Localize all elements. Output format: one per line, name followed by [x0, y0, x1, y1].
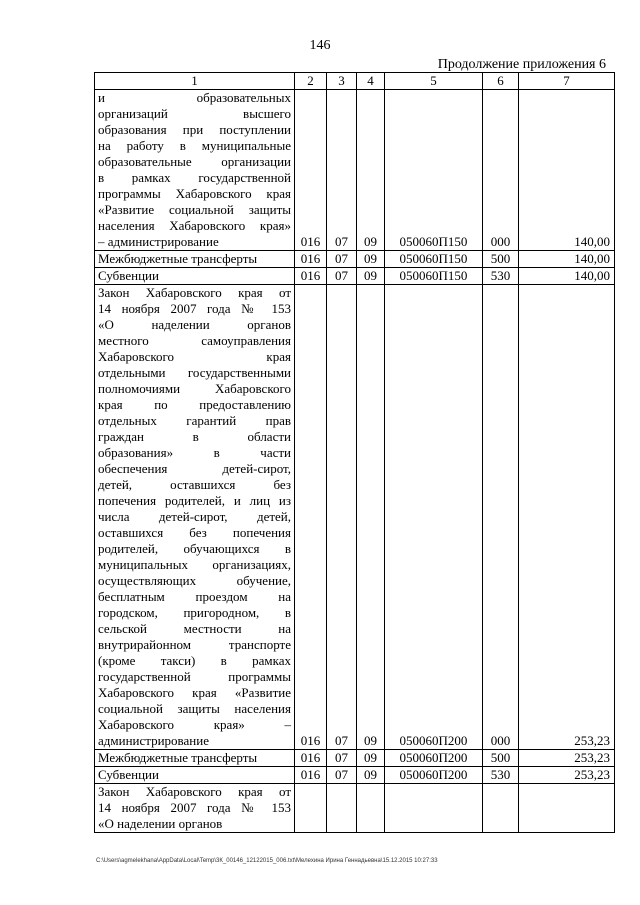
row-description [95, 784, 295, 833]
expense-type-code: 530 [483, 268, 519, 285]
target-article-code: 050060П150 [385, 90, 483, 251]
description-line: края по предоставлению [98, 397, 291, 412]
section-code [327, 784, 357, 833]
table-row [95, 285, 615, 750]
expense-type-code: 500 [483, 750, 519, 767]
description-line: государственной программы [98, 669, 291, 684]
description-line: граждан в области [98, 429, 291, 444]
description-line: внутрирайонном транспорте [98, 637, 291, 652]
subsection-code: 09 [357, 251, 385, 268]
table-row [95, 784, 615, 833]
expense-type-code: 000 [483, 90, 519, 251]
ministry-code: 016 [295, 251, 327, 268]
section-code: 07 [327, 251, 357, 268]
amount: 253,23 [519, 767, 615, 784]
column-header: 5 [385, 73, 483, 90]
description-line: администрирование [98, 733, 209, 748]
description-line: городском, пригородном, в [98, 605, 291, 620]
target-article-code: 050060П200 [385, 767, 483, 784]
section-code: 07 [327, 767, 357, 784]
description-line: образовательные организации [98, 154, 291, 169]
row-description [95, 90, 295, 251]
description-line: отдельных гарантий прав [98, 413, 291, 428]
row-description [95, 767, 295, 784]
table-row [95, 750, 615, 767]
description-line: Хабаровского края «Развитие [98, 685, 291, 700]
target-article-code: 050060П150 [385, 251, 483, 268]
appendix-continuation-label: Продолжение приложения 6 [437, 57, 606, 72]
description-line: 14 ноября 2007 года № 153 [98, 800, 291, 815]
ministry-code: 016 [295, 90, 327, 251]
description-line: «Развитие социальной защиты [98, 202, 291, 217]
description-line: числа детей-сирот, детей, [98, 509, 291, 524]
subsection-code [357, 784, 385, 833]
row-description [95, 268, 295, 285]
description-line: Закон Хабаровского края от [98, 285, 291, 300]
amount: 140,00 [519, 90, 615, 251]
description-line: местного самоуправления [98, 333, 291, 348]
description-line: на работу в муниципальные [98, 138, 291, 153]
subsection-code: 09 [357, 767, 385, 784]
description-line: образования при поступлении [98, 122, 291, 137]
table-row [95, 251, 615, 268]
expense-type-code: 500 [483, 251, 519, 268]
description-line: бесплатным проездом на [98, 589, 291, 604]
ministry-code: 016 [295, 285, 327, 750]
description-line: населения Хабаровского края» [98, 218, 291, 233]
description-line: в рамках государственной [98, 170, 291, 185]
amount [519, 784, 615, 833]
description-line: – администрирование [98, 234, 219, 249]
description-line: Межбюджетные трансферты [98, 251, 258, 266]
description-line: обеспечения детей-сирот, [98, 461, 291, 476]
table-header-row [95, 73, 615, 90]
description-line: (кроме такси) в рамках [98, 653, 291, 668]
target-article-code [385, 784, 483, 833]
description-line: «О наделении органов [98, 317, 291, 332]
section-code: 07 [327, 90, 357, 251]
description-line: Субвенции [98, 268, 159, 283]
column-header: 6 [483, 73, 519, 90]
table-row [95, 90, 615, 251]
subsection-code: 09 [357, 750, 385, 767]
row-description [95, 251, 295, 268]
ministry-code: 016 [295, 268, 327, 285]
amount: 140,00 [519, 251, 615, 268]
description-line: оставшихся без попечения [98, 525, 291, 540]
description-line: муниципальных организациях, [98, 557, 291, 572]
description-line: образования» в части [98, 445, 291, 460]
description-line: Хабаровского края [98, 349, 291, 364]
amount: 140,00 [519, 268, 615, 285]
column-header: 4 [357, 73, 385, 90]
description-line: 14 ноября 2007 года № 153 [98, 301, 291, 316]
expense-type-code: 530 [483, 767, 519, 784]
ministry-code: 016 [295, 767, 327, 784]
subsection-code: 09 [357, 285, 385, 750]
description-line: программы Хабаровского края [98, 186, 291, 201]
amount: 253,23 [519, 285, 615, 750]
description-line: полномочиями Хабаровского [98, 381, 291, 396]
description-line: сельской местности на [98, 621, 291, 636]
subsection-code: 09 [357, 90, 385, 251]
description-line: отдельными государственными [98, 365, 291, 380]
description-line: детей, оставшихся без [98, 477, 291, 492]
table-row [95, 767, 615, 784]
table-row [95, 268, 615, 285]
target-article-code: 050060П150 [385, 268, 483, 285]
description-line: Хабаровского края» – [98, 717, 291, 732]
target-article-code: 050060П200 [385, 750, 483, 767]
column-header: 3 [327, 73, 357, 90]
row-description [95, 285, 295, 750]
description-line: Межбюджетные трансферты [98, 750, 258, 765]
subsection-code: 09 [357, 268, 385, 285]
expense-type-code: 000 [483, 285, 519, 750]
expense-type-code [483, 784, 519, 833]
section-code: 07 [327, 268, 357, 285]
section-code: 07 [327, 750, 357, 767]
description-line: Субвенции [98, 767, 159, 782]
description-line: организаций высшего [98, 106, 291, 121]
description-line: Закон Хабаровского края от [98, 784, 291, 799]
ministry-code: 016 [295, 750, 327, 767]
column-header: 2 [295, 73, 327, 90]
row-description [95, 750, 295, 767]
description-line: социальной защиты населения [98, 701, 291, 716]
description-line: родителей, обучающихся в [98, 541, 291, 556]
description-line: «О наделении органов [98, 816, 223, 831]
ministry-code [295, 784, 327, 833]
section-code: 07 [327, 285, 357, 750]
target-article-code: 050060П200 [385, 285, 483, 750]
amount: 253,23 [519, 750, 615, 767]
column-header: 1 [95, 73, 295, 90]
column-header: 7 [519, 73, 615, 90]
file-path-footer: C:\Users\agmelekhana\AppData\Local\Temp\3К_00146_12122015_006.txt\Мелехина Ирина Геннадьевна\15.12.2015 10:27:33 [96, 858, 438, 864]
budget-table [94, 72, 615, 833]
description-line: попечения родителей, и лиц из [98, 493, 291, 508]
description-line: осуществляющих обучение, [98, 573, 291, 588]
description-line: и образовательных [98, 90, 291, 105]
page-number: 146 [309, 38, 331, 53]
